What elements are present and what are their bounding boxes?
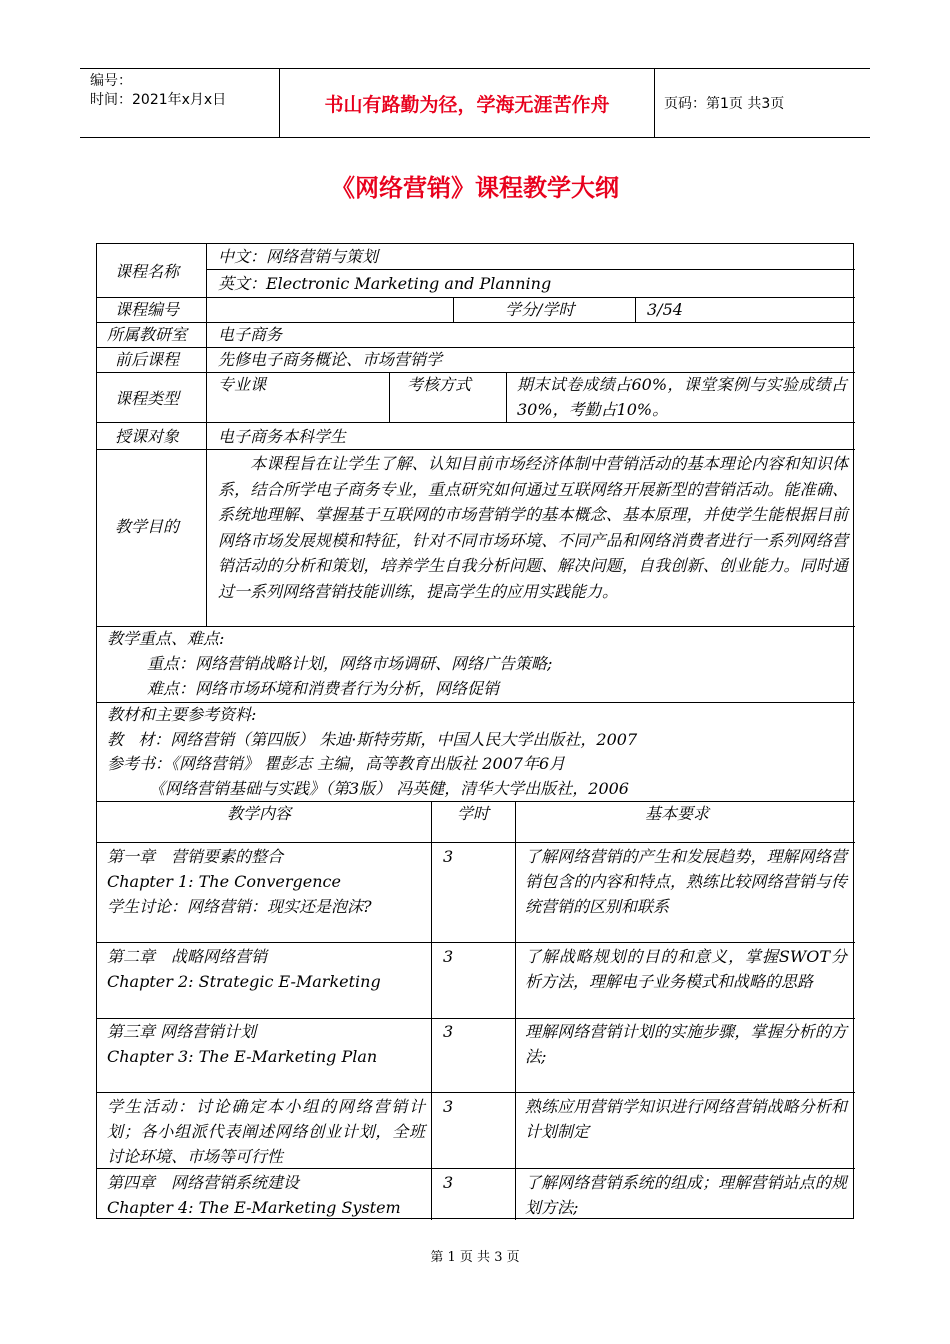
row-requirement: 了解网络营销系统的组成；理解营销站点的规划方法;	[525, 1173, 847, 1217]
row-hours: 3	[443, 1022, 454, 1041]
col-header-content: 教学内容	[227, 804, 292, 823]
dept-label: 所属教研室	[107, 325, 188, 344]
table-row	[107, 1170, 425, 1220]
row-hours: 3	[443, 847, 454, 866]
materials-ref2: 《网络营销基础与实践》（第3版） 冯英健，清华大学出版社，2006	[149, 779, 629, 798]
materials-ref1: 参考书：《网络营销》 瞿彭志 主编，高等教育出版社 2007年6月	[107, 754, 566, 773]
activity-text: 学生活动：讨论确定本小组的网络营销计划；各小组派代表阐述网络创业计划，全班讨论环境、市场等可行性	[107, 1097, 425, 1166]
page-footer: 第 1 页 共 3 页	[430, 1250, 520, 1265]
row-requirement: 了解战略规划的目的和意义，掌握SWOT分析方法，理解电子业务模式和战略的思路	[525, 947, 847, 991]
purpose-label: 教学目的	[115, 517, 180, 536]
chapter-title-en: Chapter 4: The E-Marketing System	[107, 1198, 401, 1217]
col-header-hours: 学时	[457, 804, 490, 823]
audience-label: 授课对象	[115, 427, 180, 446]
purpose-text: 本课程旨在让学生了解、认知目前市场经济体制中营销活动的基本理论内容和知识体系，结合所学电子商务专业，重点研究如何通过互联网络开展新型的营销活动。能准确、系统地理解、掌握基于互联网的市场营销学的基本概念、基本原理，并使学生能根据目前网络市场发展规模和特征，针对不同市场环境、不同产品和网络消费者进行一系列网络营销活动的分析和策划，培养学生自我分析问题、解决问题，自我创新、创业能力。同时通过一系列网络营销技能训练，提高学生的应用实践能力。	[218, 454, 848, 601]
row-requirement: 熟练应用营销学知识进行网络营销战略分析和计划制定	[525, 1097, 847, 1141]
header-motto: 书山有路勤为径，学海无涯苦作舟	[280, 69, 655, 137]
row-hours: 3	[443, 1173, 454, 1192]
chapter-title: 第三章 网络营销计划	[107, 1022, 257, 1041]
course-name-label: 课程名称	[115, 262, 180, 281]
keypoints-focus: 重点：网络营销战略计划，网络市场调研、网络广告策略;	[147, 654, 553, 673]
chapter-title-en: Chapter 3: The E-Marketing Plan	[107, 1047, 378, 1066]
table-row	[107, 944, 425, 994]
course-name-en: 英文：Electronic Marketing and Planning	[218, 274, 552, 293]
keypoints-heading: 教学重点、难点:	[107, 629, 225, 648]
header-meta	[80, 69, 280, 137]
row-requirement: 了解网络营销的产生和发展趋势，理解网络营销包含的内容和特点，熟练比较网络营销与传统营销的区别和联系	[525, 847, 847, 916]
table-row	[107, 844, 425, 919]
course-code-label: 课程编号	[115, 300, 180, 319]
exam-label: 考核方式	[407, 375, 472, 394]
exam-value: 期末试卷成绩占60%，课堂案例与实验成绩占30%，考勤占10%。	[517, 375, 847, 419]
course-name-cn: 中文：网络营销与策划	[218, 247, 379, 266]
credit-value: 3/54	[647, 300, 683, 319]
chapter-title: 第二章 战略网络营销	[107, 947, 268, 966]
dept-value: 电子商务	[218, 325, 283, 344]
prereq-value: 先修电子商务概论、市场营销学	[218, 350, 443, 369]
row-hours: 3	[443, 947, 454, 966]
time-label: 时间：2021年x月x日	[90, 92, 227, 108]
type-value: 专业课	[218, 375, 267, 394]
keypoints-difficulty: 难点：网络市场环境和消费者行为分析，网络促销	[147, 679, 500, 698]
chapter-title: 第四章 网络营销系统建设	[107, 1173, 300, 1192]
materials-textbook: 教 材：网络营销（第四版） 朱迪·斯特劳斯，中国人民大学出版社，2007	[107, 730, 638, 749]
chapter-title-en: Chapter 1: The Convergence	[107, 872, 341, 891]
audience-value: 电子商务本科学生	[218, 427, 347, 446]
number-label: 编号：	[90, 73, 132, 89]
credit-label: 学分/学时	[505, 300, 575, 319]
chapter-note: 学生讨论：网络营销：现实还是泡沫?	[107, 897, 372, 916]
type-label: 课程类型	[115, 389, 180, 408]
table-row	[107, 1019, 425, 1069]
document-title: 《网络营销》课程教学大纲	[331, 174, 619, 202]
syllabus-table	[96, 243, 854, 1219]
materials-heading: 教材和主要参考资料:	[107, 705, 257, 724]
row-hours: 3	[443, 1097, 454, 1116]
header-page-info: 页码：第1页 共3页	[664, 96, 785, 112]
chapter-title-en: Chapter 2: Strategic E-Marketing	[107, 972, 381, 991]
chapter-title: 第一章 营销要素的整合	[107, 847, 284, 866]
document-header	[80, 68, 870, 138]
col-header-requirements: 基本要求	[645, 804, 710, 823]
row-requirement: 理解网络营销计划的实施步骤，掌握分析的方法;	[525, 1022, 847, 1066]
prereq-label: 前后课程	[115, 350, 180, 369]
